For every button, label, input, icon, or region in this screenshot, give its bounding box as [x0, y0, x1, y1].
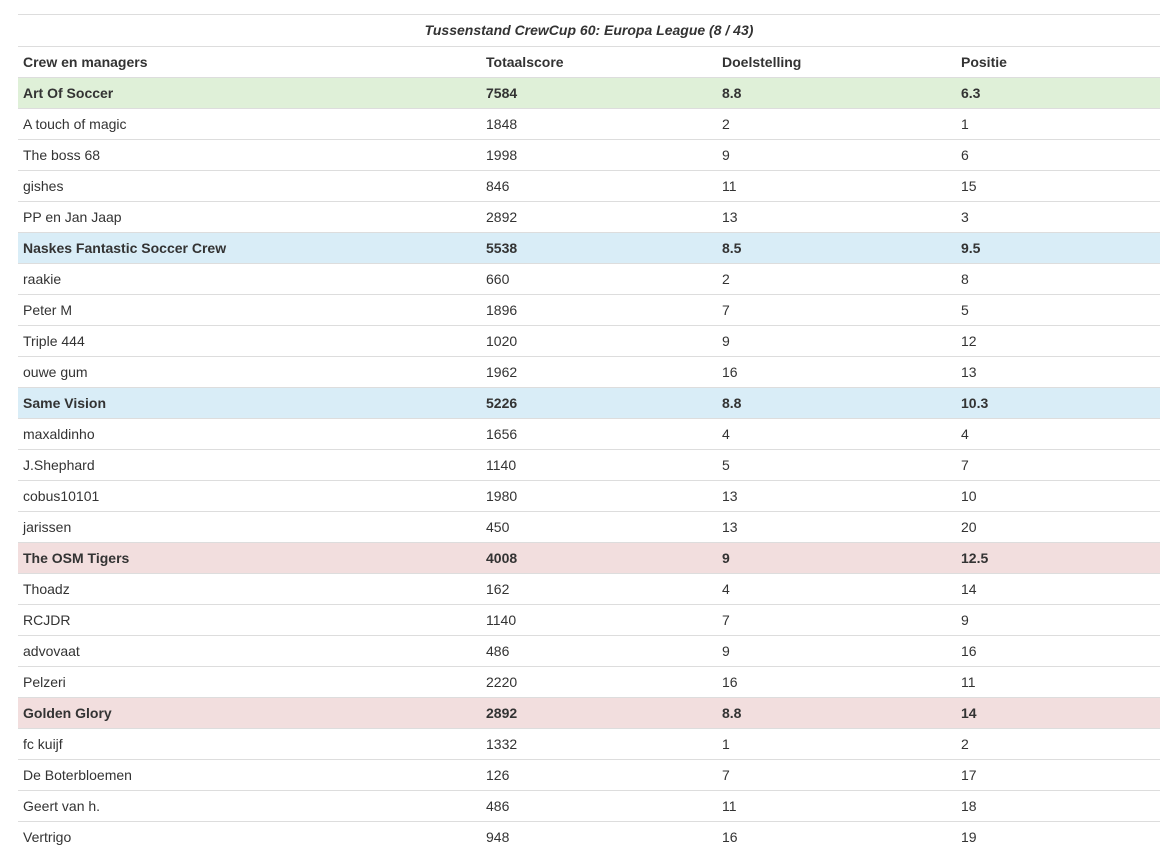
manager-row: [18, 574, 1160, 605]
total-score-cell: 1896: [481, 295, 717, 326]
target-cell: 11: [717, 171, 956, 202]
manager-row: [18, 512, 1160, 543]
total-score-cell: 4008: [481, 543, 717, 574]
position-cell: 13: [956, 357, 1160, 388]
table-body: [18, 78, 1160, 853]
total-score-cell: 486: [481, 791, 717, 822]
target-cell: 8.8: [717, 388, 956, 419]
position-cell: 12: [956, 326, 1160, 357]
manager-row: [18, 202, 1160, 233]
manager-row: [18, 109, 1160, 140]
total-score-cell: 126: [481, 760, 717, 791]
target-cell: 7: [717, 295, 956, 326]
position-cell: 9: [956, 605, 1160, 636]
position-cell: 18: [956, 791, 1160, 822]
manager-row: [18, 791, 1160, 822]
total-score-cell: 1140: [481, 450, 717, 481]
manager-row: [18, 636, 1160, 667]
total-score-cell: 2220: [481, 667, 717, 698]
position-cell: 12.5: [956, 543, 1160, 574]
target-cell: 16: [717, 667, 956, 698]
total-score-cell: 660: [481, 264, 717, 295]
total-score-cell: 1848: [481, 109, 717, 140]
manager-row: [18, 760, 1160, 791]
manager-name-cell: advovaat: [18, 636, 481, 667]
target-cell: 9: [717, 543, 956, 574]
table-header: [18, 47, 1160, 78]
position-cell: 10.3: [956, 388, 1160, 419]
target-cell: 8.8: [717, 698, 956, 729]
total-score-cell: 5226: [481, 388, 717, 419]
manager-name-cell: Peter M: [18, 295, 481, 326]
target-cell: 4: [717, 574, 956, 605]
total-score-cell: 1656: [481, 419, 717, 450]
manager-name-cell: Pelzeri: [18, 667, 481, 698]
target-cell: 16: [717, 822, 956, 853]
manager-name-cell: J.Shephard: [18, 450, 481, 481]
position-cell: 3: [956, 202, 1160, 233]
manager-row: [18, 729, 1160, 760]
position-cell: 11: [956, 667, 1160, 698]
crew-row: [18, 698, 1160, 729]
crew-row: [18, 388, 1160, 419]
target-cell: 13: [717, 512, 956, 543]
manager-name-cell: De Boterbloemen: [18, 760, 481, 791]
position-cell: 10: [956, 481, 1160, 512]
manager-row: [18, 295, 1160, 326]
total-score-cell: 1140: [481, 605, 717, 636]
manager-name-cell: Thoadz: [18, 574, 481, 605]
manager-row: [18, 481, 1160, 512]
manager-row: [18, 605, 1160, 636]
total-score-cell: 486: [481, 636, 717, 667]
position-cell: 17: [956, 760, 1160, 791]
target-cell: 7: [717, 605, 956, 636]
target-cell: 9: [717, 636, 956, 667]
table-caption: Tussenstand CrewCup 60: Europa League (8 / 43): [18, 14, 1160, 46]
manager-row: [18, 667, 1160, 698]
target-cell: 7: [717, 760, 956, 791]
manager-name-cell: raakie: [18, 264, 481, 295]
position-cell: 19: [956, 822, 1160, 853]
target-cell: 2: [717, 109, 956, 140]
total-score-cell: 846: [481, 171, 717, 202]
crew-row: [18, 78, 1160, 109]
total-score-cell: 948: [481, 822, 717, 853]
crew-row: [18, 543, 1160, 574]
position-cell: 2: [956, 729, 1160, 760]
header-position: Positie: [956, 47, 1160, 78]
target-cell: 8.5: [717, 233, 956, 264]
manager-row: [18, 357, 1160, 388]
total-score-cell: 5538: [481, 233, 717, 264]
manager-row: [18, 171, 1160, 202]
total-score-cell: 162: [481, 574, 717, 605]
manager-name-cell: PP en Jan Jaap: [18, 202, 481, 233]
manager-row: [18, 140, 1160, 171]
manager-name-cell: Geert van h.: [18, 791, 481, 822]
manager-name-cell: gishes: [18, 171, 481, 202]
target-cell: 1: [717, 729, 956, 760]
total-score-cell: 1332: [481, 729, 717, 760]
target-cell: 8.8: [717, 78, 956, 109]
position-cell: 14: [956, 574, 1160, 605]
total-score-cell: 1980: [481, 481, 717, 512]
position-cell: 16: [956, 636, 1160, 667]
total-score-cell: 2892: [481, 202, 717, 233]
header-target: Doelstelling: [717, 47, 956, 78]
position-cell: 15: [956, 171, 1160, 202]
crew-name-cell: The OSM Tigers: [18, 543, 481, 574]
manager-name-cell: cobus10101: [18, 481, 481, 512]
position-cell: 1: [956, 109, 1160, 140]
manager-name-cell: fc kuijf: [18, 729, 481, 760]
header-total-score: Totaalscore: [481, 47, 717, 78]
manager-name-cell: RCJDR: [18, 605, 481, 636]
position-cell: 20: [956, 512, 1160, 543]
target-cell: 9: [717, 326, 956, 357]
target-cell: 5: [717, 450, 956, 481]
position-cell: 7: [956, 450, 1160, 481]
header-crew-managers: Crew en managers: [18, 47, 481, 78]
position-cell: 9.5: [956, 233, 1160, 264]
target-cell: 4: [717, 419, 956, 450]
position-cell: 4: [956, 419, 1160, 450]
header-row: [18, 47, 1160, 78]
total-score-cell: 1020: [481, 326, 717, 357]
standings-table: [18, 14, 1160, 852]
manager-row: [18, 450, 1160, 481]
position-cell: 6: [956, 140, 1160, 171]
manager-row: [18, 822, 1160, 853]
target-cell: 9: [717, 140, 956, 171]
manager-name-cell: ouwe gum: [18, 357, 481, 388]
crew-name-cell: Art Of Soccer: [18, 78, 481, 109]
crew-name-cell: Same Vision: [18, 388, 481, 419]
manager-row: [18, 419, 1160, 450]
crew-name-cell: Naskes Fantastic Soccer Crew: [18, 233, 481, 264]
crew-row: [18, 233, 1160, 264]
position-cell: 8: [956, 264, 1160, 295]
manager-row: [18, 326, 1160, 357]
manager-row: [18, 264, 1160, 295]
total-score-cell: 450: [481, 512, 717, 543]
total-score-cell: 1962: [481, 357, 717, 388]
target-cell: 13: [717, 202, 956, 233]
target-cell: 16: [717, 357, 956, 388]
position-cell: 5: [956, 295, 1160, 326]
target-cell: 11: [717, 791, 956, 822]
total-score-cell: 1998: [481, 140, 717, 171]
manager-name-cell: maxaldinho: [18, 419, 481, 450]
manager-name-cell: A touch of magic: [18, 109, 481, 140]
manager-name-cell: jarissen: [18, 512, 481, 543]
position-cell: 6.3: [956, 78, 1160, 109]
crew-name-cell: Golden Glory: [18, 698, 481, 729]
target-cell: 13: [717, 481, 956, 512]
manager-name-cell: Triple 444: [18, 326, 481, 357]
manager-name-cell: Vertrigo: [18, 822, 481, 853]
manager-name-cell: The boss 68: [18, 140, 481, 171]
position-cell: 14: [956, 698, 1160, 729]
target-cell: 2: [717, 264, 956, 295]
total-score-cell: 7584: [481, 78, 717, 109]
total-score-cell: 2892: [481, 698, 717, 729]
